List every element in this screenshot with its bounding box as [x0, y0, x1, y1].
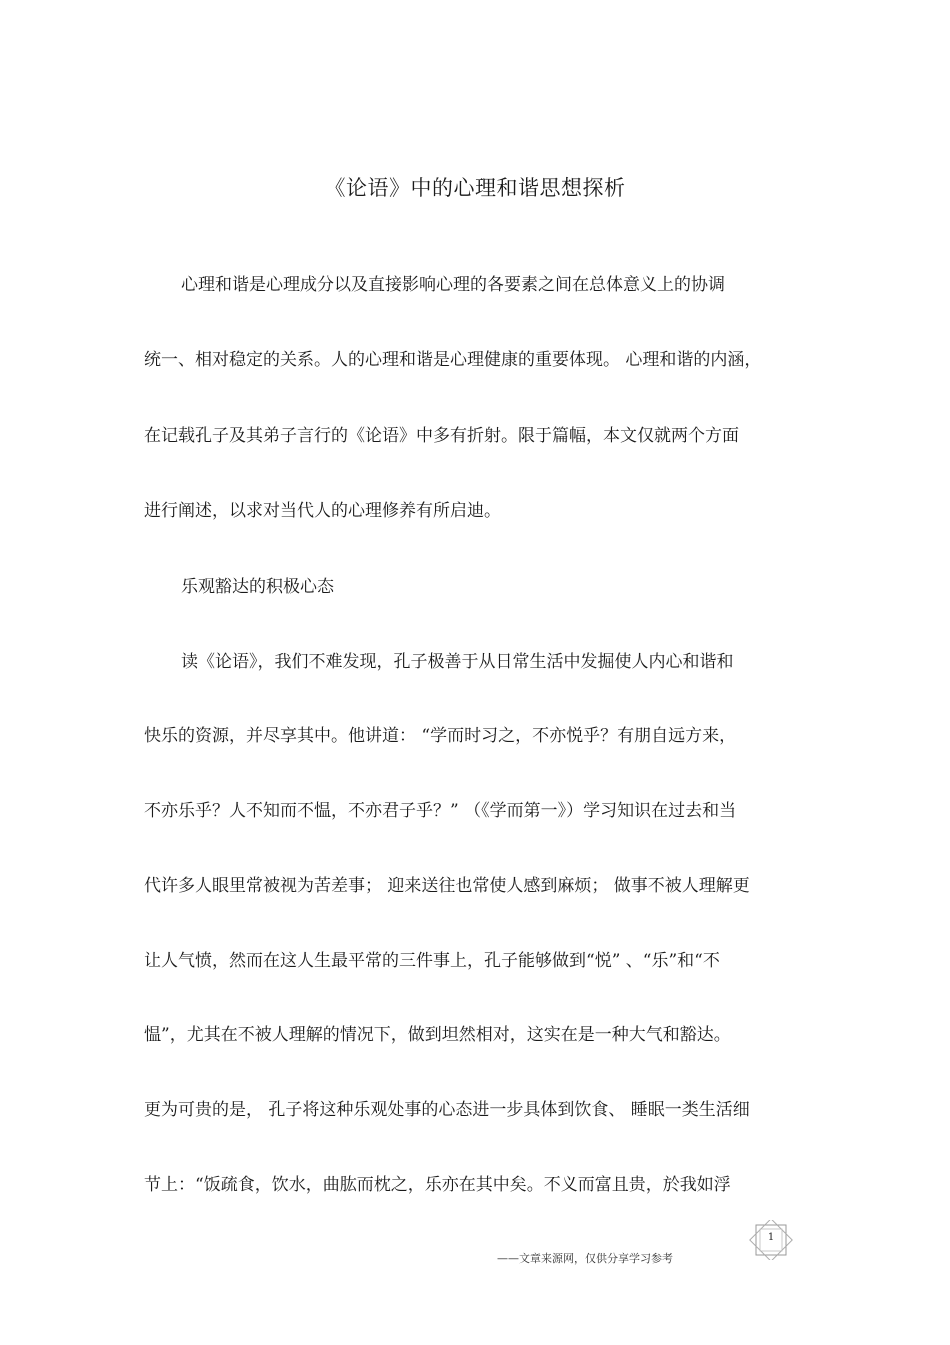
paragraph-line: 统一、相对稳定的关系。人的心理和谐是心理健康的重要体现。 心理和谐的内涵，	[144, 350, 762, 370]
paragraph-line: 进行阐述，以求对当代人的心理修养有所启迪。	[144, 501, 501, 521]
paragraph-line: 读《论语》，我们不难发现，孔子极善于从日常生活中发掘使人内心和谐和	[181, 652, 734, 672]
document-title: 《论语》中的心理和谐思想探析	[324, 176, 626, 200]
page-number: 1	[767, 1232, 775, 1243]
paragraph-line: 愠”，尤其在不被人理解的情况下，做到坦然相对，这实在是一种大气和豁达。	[144, 1025, 731, 1045]
paragraph-line: 心理和谐是心理成分以及直接影响心理的各要素之间在总体意义上的协调	[181, 275, 725, 295]
paragraph-line: 不亦乐乎？人不知而不愠，不亦君子乎？” （《学而第一》）学习知识在过去和当	[144, 801, 737, 821]
page-number-badge	[748, 1220, 794, 1260]
paragraph-line: 让人气愤，然而在这人生最平常的三件事上，孔子能够做到“悦” 、“乐”和“不	[144, 951, 720, 971]
paragraph-line: 快乐的资源，并尽享其中。他讲道： “学而时习之，不亦悦乎？有朋自远方来，	[144, 726, 737, 746]
paragraph-line: 更为可贵的是， 孔子将这种乐观处事的心态进一步具体到饮食、 睡眠一类生活细	[144, 1100, 750, 1120]
paragraph-line: 代许多人眼里常被视为苦差事； 迎来送往也常使人感到麻烦； 做事不被人理解更	[144, 876, 750, 896]
section-heading: 乐观豁达的积极心态	[181, 577, 334, 597]
paragraph-line: 在记载孔子及其弟子言行的《论语》中多有折射。限于篇幅，本文仅就两个方面	[144, 426, 739, 446]
paragraph-line: 节上：“饭疏食，饮水，曲肱而枕之，乐亦在其中矣。不义而富且贵，於我如浮	[144, 1175, 731, 1195]
footer-source-note: ——文章来源网，仅供分享学习参考	[497, 1252, 673, 1265]
